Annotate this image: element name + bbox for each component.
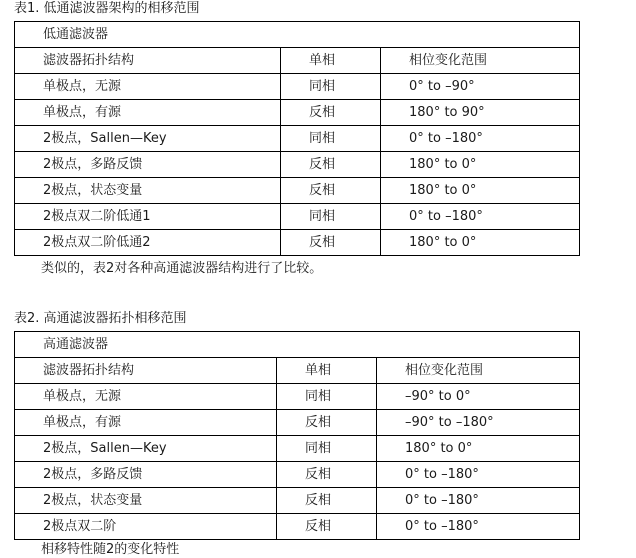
table-row [15, 152, 580, 178]
topology-cell: 单极点，无源 [15, 384, 277, 410]
phase-type-cell: 反相 [277, 462, 377, 488]
topology-cell: 2极点，状态变量 [15, 178, 281, 204]
table-row [15, 126, 580, 152]
phase-range-cell: 180° to 0° [381, 152, 580, 178]
table-row [15, 100, 580, 126]
phase-range-cell: 180° to 0° [381, 230, 580, 256]
phase-range-cell: 0° to –180° [377, 514, 580, 540]
table-row [15, 488, 580, 514]
phase-type-cell: 反相 [277, 488, 377, 514]
header-phase-type: 单相 [277, 358, 377, 384]
trailing-note: 相移特性随2的变化特性 [41, 542, 180, 557]
phase-range-cell: 180° to 0° [381, 178, 580, 204]
topology-cell: 2极点，Sallen—Key [15, 126, 281, 152]
table-row [15, 74, 580, 100]
table-title-row [15, 332, 580, 358]
table-row [15, 462, 580, 488]
topology-cell: 2极点双二阶低通2 [15, 230, 281, 256]
phase-type-cell: 反相 [277, 514, 377, 540]
topology-cell: 单极点，无源 [15, 74, 281, 100]
phase-type-cell: 同相 [277, 436, 377, 462]
topology-cell: 2极点，状态变量 [15, 488, 277, 514]
header-topology: 滤波器拓扑结构 [15, 358, 277, 384]
table-row [15, 410, 580, 436]
topology-cell: 2极点，多路反馈 [15, 462, 277, 488]
phase-type-cell: 反相 [281, 178, 381, 204]
table-row [15, 204, 580, 230]
comparison-note: 类似的，表2对各种高通滤波器结构进行了比较。 [41, 261, 323, 276]
topology-cell: 2极点，Sallen—Key [15, 436, 277, 462]
table1-title: 低通滤波器 [15, 22, 580, 48]
header-topology: 滤波器拓扑结构 [15, 48, 281, 74]
table-row [15, 178, 580, 204]
phase-type-cell: 同相 [281, 126, 381, 152]
phase-type-cell: 反相 [281, 230, 381, 256]
table-row [15, 384, 580, 410]
table-row [15, 230, 580, 256]
phase-range-cell: 180° to 90° [381, 100, 580, 126]
header-phase-type: 单相 [281, 48, 381, 74]
phase-type-cell: 反相 [281, 100, 381, 126]
phase-range-cell: –90° to 0° [377, 384, 580, 410]
phase-range-cell: –90° to –180° [377, 410, 580, 436]
topology-cell: 2极点，多路反馈 [15, 152, 281, 178]
table-title-row [15, 22, 580, 48]
phase-range-cell: 0° to –90° [381, 74, 580, 100]
table2-title: 高通滤波器 [15, 332, 580, 358]
topology-cell: 单极点，有源 [15, 410, 277, 436]
highpass-phase-table [14, 331, 580, 540]
table-header-row [15, 358, 580, 384]
table-row [15, 514, 580, 540]
topology-cell: 2极点双二阶 [15, 514, 277, 540]
topology-cell: 2极点双二阶低通1 [15, 204, 281, 230]
phase-type-cell: 同相 [281, 204, 381, 230]
phase-range-cell: 0° to –180° [377, 462, 580, 488]
header-phase-range: 相位变化范围 [381, 48, 580, 74]
phase-range-cell: 0° to –180° [381, 126, 580, 152]
phase-type-cell: 反相 [281, 152, 381, 178]
phase-range-cell: 0° to –180° [381, 204, 580, 230]
table1-caption: 表1. 低通滤波器架构的相移范围 [14, 1, 200, 16]
phase-type-cell: 同相 [277, 384, 377, 410]
topology-cell: 单极点，有源 [15, 100, 281, 126]
phase-range-cell: 0° to –180° [377, 488, 580, 514]
header-phase-range: 相位变化范围 [377, 358, 580, 384]
phase-range-cell: 180° to 0° [377, 436, 580, 462]
phase-type-cell: 反相 [277, 410, 377, 436]
lowpass-phase-table [14, 21, 580, 256]
table-row [15, 436, 580, 462]
phase-type-cell: 同相 [281, 74, 381, 100]
table-header-row [15, 48, 580, 74]
table2-caption: 表2. 高通滤波器拓扑相移范围 [14, 311, 187, 326]
